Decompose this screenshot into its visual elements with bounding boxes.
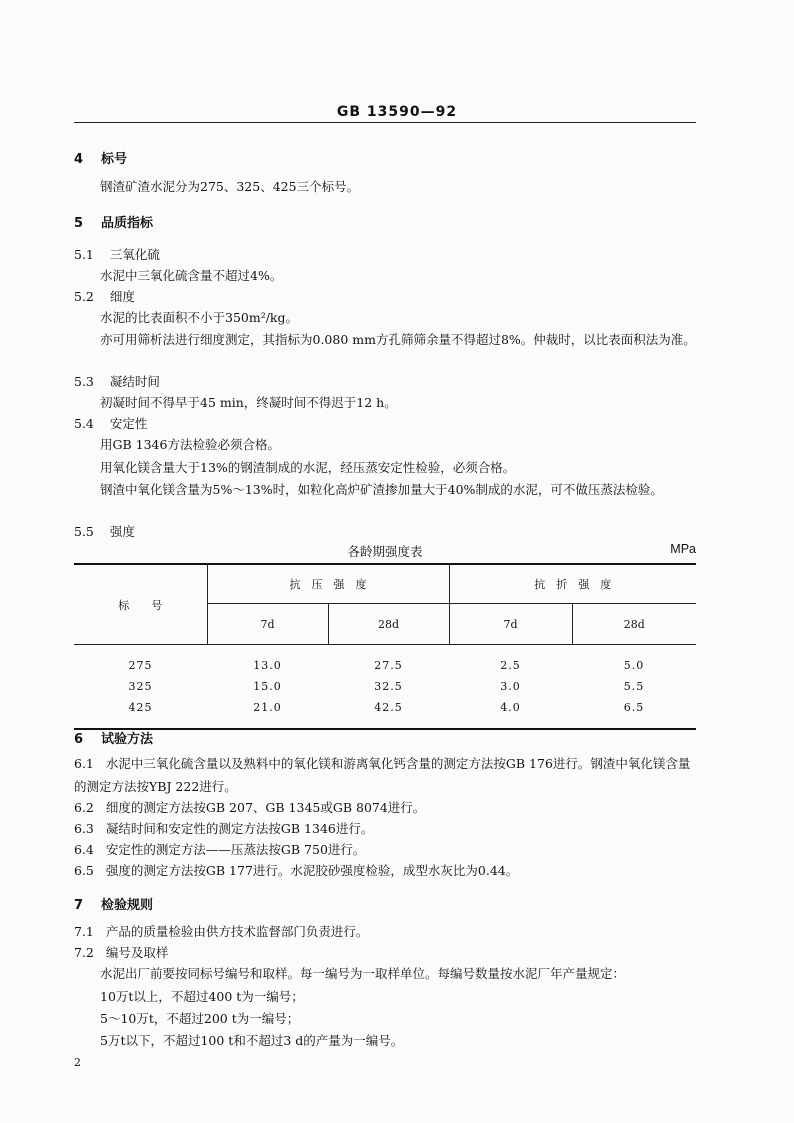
cell-compressive-28d: 27.5 [374,659,403,672]
header-flexural: 抗 折 强 度 [449,564,696,604]
section-6-heading [74,728,153,747]
section-5-2-body-1: 水泥的比表面积不小于350m²/kg。 [100,310,299,325]
section-title: 编号及取样 [105,945,169,960]
section-5-2-heading [74,287,135,305]
section-number: 6.3 [74,821,94,836]
section-title: 品质指标 [101,216,154,231]
section-number: 6 [74,732,84,747]
section-5-3-heading [74,372,160,390]
cell-grade: 275 [128,659,153,672]
cell-flexural-7d: 3.0 [500,680,521,693]
header-flexural-28d: 28d [572,604,696,645]
section-number: 7 [74,898,84,913]
section-5-1-heading [74,245,160,263]
cell-compressive-28d: 42.5 [374,701,403,714]
section-5-3-body: 初凝时间不得早于45 min，终凝时间不得迟于12 h。 [100,395,397,410]
table-row [74,676,696,697]
section-number: 6.4 [74,842,94,857]
section-title: 标号 [101,152,128,167]
section-6-3 [74,817,696,840]
section-number: 5.1 [74,247,94,262]
section-5-5-heading [74,522,135,540]
cell-flexural-28d: 5.5 [623,680,645,693]
section-body: 安定性的测定方法——压蒸法按GB 750进行。 [105,842,366,857]
cell-compressive-28d: 32.5 [374,680,403,693]
section-title: 凝结时间 [109,374,160,389]
section-7-1 [74,920,696,943]
section-6-2 [74,796,696,819]
section-title: 三氧化硫 [109,247,160,262]
section-title: 试验方法 [101,732,154,747]
section-4-heading [74,148,127,167]
section-number: 4 [74,152,84,167]
section-7-2-body-1: 水泥出厂前要按同标号编号和取样。每一编号为一取样单位。每编号数量按水泥厂年产量规定： [100,966,626,981]
section-7-2-body-3: 5～10万t，不超过200 t为一编号； [100,1011,300,1026]
strength-table [74,563,696,730]
cell-flexural-28d: 6.5 [623,701,645,714]
cell-flexural-7d: 2.5 [500,659,521,672]
table-caption: 各龄期强度表 [347,544,423,559]
header-grade: 标 号 [74,564,207,645]
section-title: 细度 [109,289,135,304]
page-header: GB 13590—92 [336,104,458,120]
section-6-1 [74,752,696,798]
section-7-2-body-2: 10万t以上，不超过400 t为一编号； [100,989,304,1004]
section-number: 6.1 [74,756,94,771]
section-title: 检验规则 [101,898,154,913]
cell-grade: 325 [128,680,153,693]
cell-compressive-7d: 13.0 [253,659,282,672]
section-title: 强度 [109,524,135,539]
header-flexural-7d: 7d [449,604,572,645]
cell-flexural-7d: 4.0 [500,701,521,714]
section-body: 凝结时间和安定性的测定方法按GB 1346进行。 [105,821,374,836]
cell-compressive-7d: 15.0 [253,680,282,693]
section-7-2-body-4: 5万t以下，不超过100 t和不超过3 d的产量为一编号。 [100,1033,404,1048]
section-body: 水泥中三氧化硫含量以及熟料中的氧化镁和游离氧化钙含量的测定方法按GB 176进行。钢渣中氧化镁含量的测定方法按YBJ 222进行。 [74,756,691,794]
section-body: 产品的质量检验由供方技术监督部门负责进行。 [105,924,369,939]
section-number: 6.5 [74,863,94,878]
section-5-2-body-2: 亦可用筛析法进行细度测定，其指标为0.080 mm方孔筛筛余量不得超过8%。仲裁时，以比表面积法为准。 [100,332,696,347]
table-unit: MPa [670,542,696,556]
section-6-4 [74,838,696,861]
section-title: 安定性 [109,416,148,431]
header-compressive: 抗 压 强 度 [207,564,449,604]
cell-compressive-7d: 21.0 [253,701,282,714]
section-number: 6.2 [74,800,94,815]
table-row [74,655,696,676]
section-5-4-heading [74,414,147,432]
table-row [74,697,696,718]
section-5-4-body-1: 用GB 1346方法检验必须合格。 [100,437,280,452]
section-5-1-body: 水泥中三氧化硫含量不超过4%。 [100,268,283,283]
section-number: 7.1 [74,924,94,939]
header-compressive-28d: 28d [328,604,449,645]
section-number: 5.3 [74,374,94,389]
section-number: 7.2 [74,945,94,960]
section-5-4-body-2: 用氧化镁含量大于13%的钢渣制成的水泥，经压蒸安定性检验，必须合格。 [100,460,516,475]
header-rule [74,122,696,123]
page-number: 2 [74,1056,81,1069]
section-number: 5.5 [74,524,94,539]
section-5-4-body-3: 钢渣中氧化镁含量为5%～13%时，如粒化高炉矿渣掺加量大于40%制成的水泥，可不做压蒸法检验。 [100,482,663,497]
header-compressive-7d: 7d [207,604,328,645]
section-body: 强度的测定方法按GB 177进行。水泥胶砂强度检验，成型水灰比为0.44。 [105,863,519,878]
cell-grade: 425 [128,701,153,714]
section-7-heading [74,894,153,913]
section-number: 5.2 [74,289,94,304]
section-body: 细度的测定方法按GB 207、GB 1345或GB 8074进行。 [105,800,426,815]
section-number: 5.4 [74,416,94,431]
section-6-5 [74,859,696,882]
cell-flexural-28d: 5.0 [623,659,645,672]
section-5-heading [74,212,153,231]
section-number: 5 [74,216,84,231]
section-4-body: 钢渣矿渣水泥分为275、325、425三个标号。 [100,179,360,194]
section-7-2-heading [74,943,168,961]
